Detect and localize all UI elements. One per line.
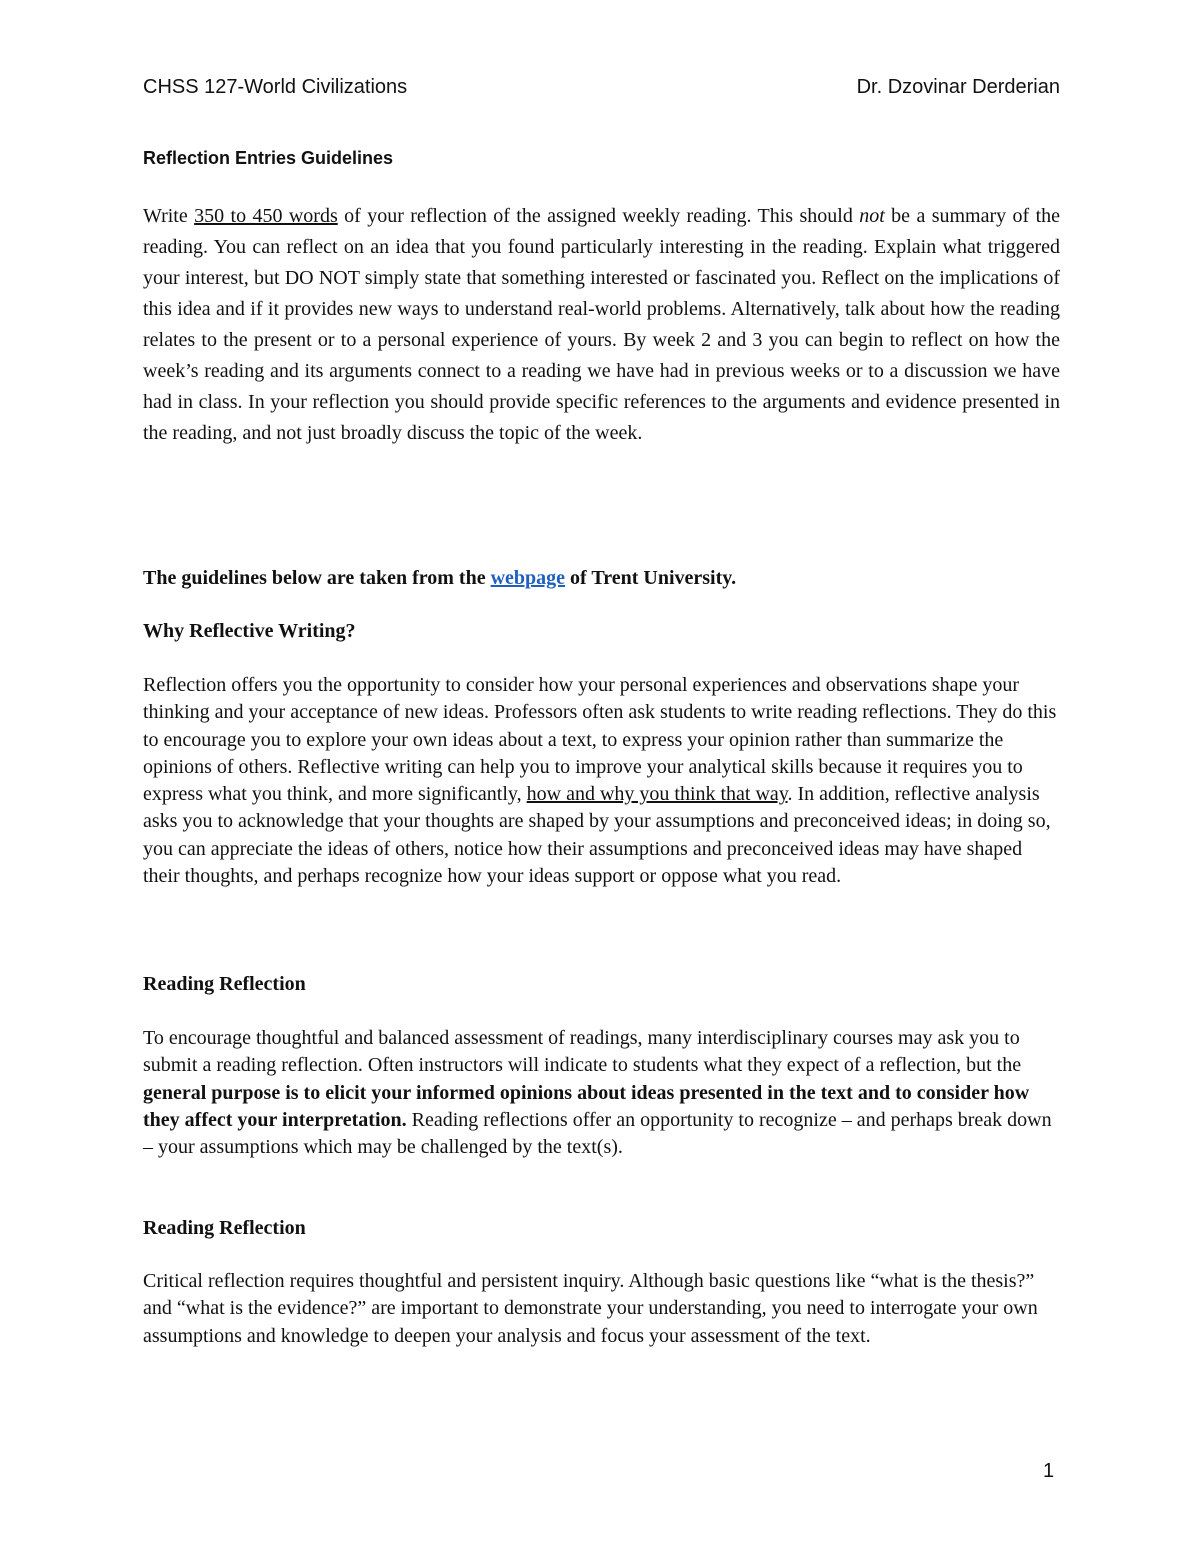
intro-text-rest: be a summary of the reading. You can reflect on an idea that you found particularly interesting in the reading. Explain what triggered your interest, but DO NOT simply state that something interested or fascinated you. Reflect on the implications of this idea and if it provides new ways to understand real-world problems. Alternatively, talk about how the reading relates to the present or to a personal experience of yours. By week 2 and 3 you can begin to reflect on how the week’s reading and its arguments connect to a reading we have had in previous weeks or to a discussion we have had in class. In your reflection you should provide specific references to the arguments and evidence presented in the reading, and not just broadly discuss the topic of the week.: [143, 205, 1061, 444]
section-heading-why-reflective: Why Reflective Writing?: [143, 620, 356, 642]
document-title: Reflection Entries Guidelines: [143, 148, 394, 168]
paragraph-text: . In addition, reflective analysis asks you to acknowledge that your thoughts are shaped by your assumptions and preconceived ideas; in doing so, you can appreciate the ideas of others, notice how their assumptions and preconceived ideas may have shaped their thoughts, and perhaps recognize how your ideas support or oppose what you read.: [143, 783, 1051, 888]
section-paragraph-why-reflective: [143, 672, 1060, 890]
bold-purpose-statement: general purpose is to elicit your informed opinions about ideas presented in the text and to consider how they affect your interpretation.: [143, 1081, 1030, 1131]
instructor-name: Dr. Dzovinar Derderian: [856, 76, 1060, 98]
intro-text-middle: of your reflection of the assigned weekly reading. This should: [337, 205, 860, 227]
underlined-phrase: how and why you think that way: [526, 783, 788, 806]
source-text-end: of Trent University.: [565, 567, 737, 589]
paragraph-text: Reading reflections offer an opportunity to recognize – and perhaps break down – your assumptions which may be challenged by the text(s).: [143, 1108, 1052, 1159]
source-attribution: [143, 564, 736, 592]
paragraph-text: To encourage thoughtful and balanced assessment of readings, many interdisciplinary courses may ask you to submit a reading reflection. Often instructors will indicate to students what they expect of a reflection, but the: [143, 1027, 1022, 1077]
course-name: CHSS 127-World Civilizations: [143, 76, 408, 98]
page-number: 1: [1043, 1460, 1055, 1482]
page-header: [143, 74, 1060, 100]
webpage-link[interactable]: webpage: [490, 567, 566, 589]
emphasis-not: not: [859, 205, 885, 227]
paragraph-text: Reflection offers you the opportunity to consider how your personal experiences and observations shape your thinking and your acceptance of new ideas. Professors often ask students to write reading reflections. They do this to encourage you to explore your own ideas about a text, to express your opinion rather than summarize the opinions of others. Reflective writing can help you to improve your analytical skills because it requires you to express what you think, and more significantly,: [143, 674, 1057, 806]
section-heading-reading-reflection-2: Reading Reflection: [143, 1217, 306, 1239]
section-paragraph-reading-reflection-2: Critical reflection requires thoughtful and persistent inquiry. Although basic questions like “what is the thesis?” and “what is the evidence?” are important to demonstrate your understanding, you need to interrogate your own assumptions and knowledge to deepen your analysis and focus your assessment of the text.: [143, 1270, 1038, 1347]
intro-paragraph: [143, 201, 1060, 449]
section-paragraph-reading-reflection-1: [143, 1025, 1060, 1161]
source-text-start: The guidelines below are taken from the: [143, 567, 491, 589]
intro-text-start: Write: [143, 205, 195, 227]
word-count-requirement: 350 to 450 words: [194, 205, 338, 227]
section-heading-reading-reflection-1: Reading Reflection: [143, 973, 306, 995]
